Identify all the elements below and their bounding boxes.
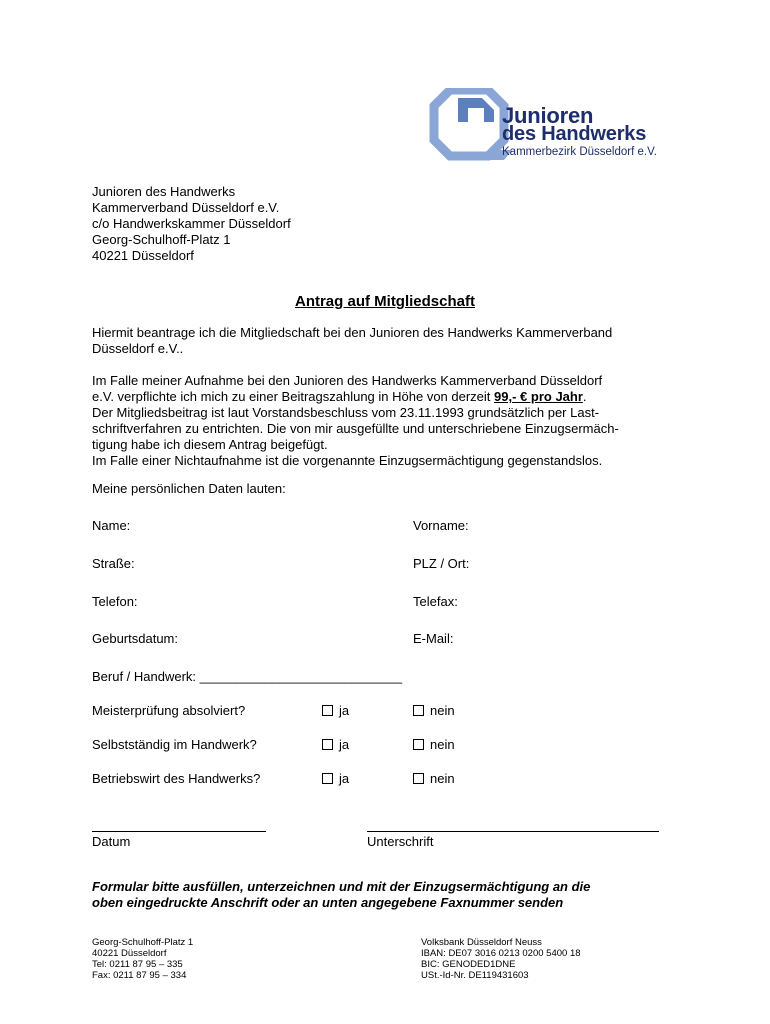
body-line-fee <box>92 389 682 405</box>
field-beruf[interactable]: Beruf / Handwerk: ____________________________ <box>92 669 403 684</box>
checkbox-ja[interactable] <box>322 737 349 752</box>
footer-line: Tel: 0211 87 95 – 335 <box>92 959 183 970</box>
footer-contact <box>92 937 193 981</box>
checkbox-label: nein <box>430 771 455 786</box>
fee-amount: 99,- € pro Jahr <box>494 389 583 404</box>
instruction-notice <box>92 879 590 911</box>
checkbox-icon[interactable] <box>322 773 333 784</box>
logo-line1: Junioren <box>502 103 594 128</box>
checkbox-icon[interactable] <box>413 705 424 716</box>
logo-line2: des Handwerks <box>502 123 647 145</box>
checkbox-icon[interactable] <box>322 739 333 750</box>
footer-line: 40221 Düsseldorf <box>92 948 167 959</box>
checkbox-label: nein <box>430 737 455 752</box>
body-fee-post: . <box>582 389 587 404</box>
footer-line: Georg-Schulhoff-Platz 1 <box>92 937 194 948</box>
page-title: Antrag auf Mitgliedschaft <box>294 293 475 310</box>
address-line: c/o Handwerkskammer Düsseldorf <box>92 216 291 231</box>
footer-line: Volksbank Düsseldorf Neuss <box>421 937 542 948</box>
question-label: Selbstständig im Handwerk? <box>92 737 257 752</box>
personal-data-intro: Meine persönlichen Daten lauten: <box>92 481 286 496</box>
signature-line[interactable] <box>367 831 659 832</box>
footer-line: USt.-Id-Nr. DE119431603 <box>421 970 529 981</box>
checkbox-label: ja <box>339 771 350 786</box>
address-line: 40221 Düsseldorf <box>92 248 194 263</box>
checkbox-ja[interactable] <box>322 703 349 718</box>
body-line: schriftverfahren zu entrichten. Die von mir ausgefüllte und unterschriebene Einzugsermäch- <box>92 421 619 436</box>
footer-line: IBAN: DE07 3016 0213 0200 5400 18 <box>421 948 581 959</box>
footer-line: Fax: 0211 87 95 – 334 <box>92 970 187 981</box>
question-label: Betriebswirt des Handwerks? <box>92 771 261 786</box>
field-vorname[interactable]: Vorname: <box>413 518 469 533</box>
date-line[interactable] <box>92 831 266 832</box>
checkbox-nein[interactable] <box>413 737 455 752</box>
body-line: Der Mitgliedsbeitrag ist laut Vorstandsbeschluss vom 23.11.1993 grundsätzlich per Last- <box>92 405 600 420</box>
field-email[interactable]: E-Mail: <box>413 631 454 646</box>
checkbox-label: nein <box>430 703 455 718</box>
checkbox-ja[interactable] <box>322 771 349 786</box>
field-name[interactable]: Name: <box>92 518 131 533</box>
field-strasse[interactable]: Straße: <box>92 556 135 571</box>
intro-line: Düsseldorf e.V.. <box>92 341 184 356</box>
field-telefon[interactable]: Telefon: <box>92 594 138 609</box>
address-line: Kammerverband Düsseldorf e.V. <box>92 200 280 215</box>
body-line: tigung habe ich diesem Antrag beigefügt. <box>92 437 328 452</box>
address-line: Junioren des Handwerks <box>92 184 236 199</box>
body-fee-pre: e.V. verpflichte ich mich zu einer Beitragszahlung in Höhe von derzeit <box>92 389 495 404</box>
address-line: Georg-Schulhoff-Platz 1 <box>92 232 231 247</box>
checkbox-label: ja <box>339 703 350 718</box>
signature-label: Unterschrift <box>367 834 434 849</box>
intro-line: Hiermit beantrage ich die Mitgliedschaft bei den Junioren des Handwerks Kammerverband <box>92 325 613 340</box>
logo-line3: Kammerbezirk Düsseldorf e.V. <box>502 146 657 158</box>
body-line: Im Falle meiner Aufnahme bei den Junioren des Handwerks Kammerverband Düsseldorf <box>92 373 603 388</box>
footer-line: BIC: GENODED1DNE <box>421 959 516 970</box>
question-label: Meisterprüfung absolviert? <box>92 703 246 718</box>
field-telefax[interactable]: Telefax: <box>413 594 458 609</box>
notice-line: oben eingedruckte Anschrift oder an unten angegebene Faxnummer senden <box>92 895 564 910</box>
footer-bank <box>421 937 581 981</box>
address-block <box>92 184 291 264</box>
field-plz-ort[interactable]: PLZ / Ort: <box>413 556 470 571</box>
checkbox-nein[interactable] <box>413 771 455 786</box>
body-paragraph <box>92 373 682 469</box>
notice-line: Formular bitte ausfüllen, unterzeichnen und mit der Einzugsermächtigung an die <box>92 879 591 894</box>
body-line: Im Falle einer Nichtaufnahme ist die vorgenannte Einzugsermächtigung gegenstandslos. <box>92 453 603 468</box>
checkbox-icon[interactable] <box>322 705 333 716</box>
date-label: Datum <box>92 834 131 849</box>
checkbox-nein[interactable] <box>413 703 455 718</box>
checkbox-icon[interactable] <box>413 739 424 750</box>
checkbox-label: ja <box>339 737 350 752</box>
intro-paragraph <box>92 325 682 357</box>
checkbox-icon[interactable] <box>413 773 424 784</box>
field-geburtsdatum[interactable]: Geburtsdatum: <box>92 631 178 646</box>
